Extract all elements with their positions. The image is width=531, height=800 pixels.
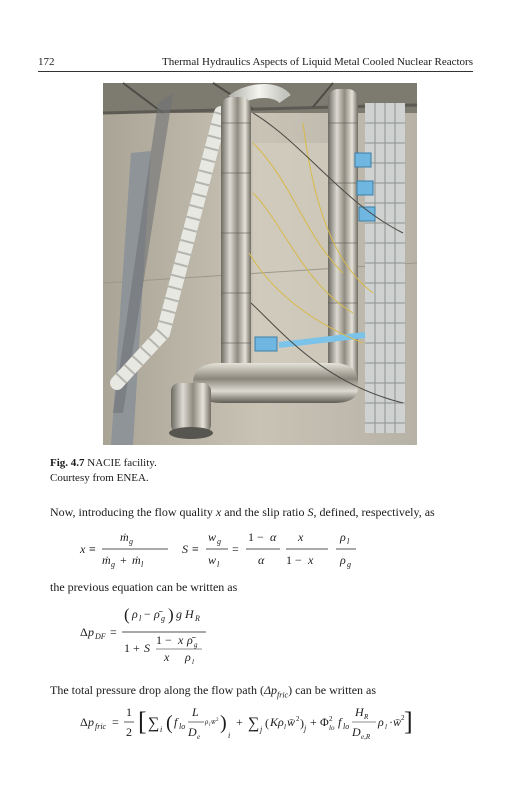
- svg-text:w: w: [208, 553, 217, 567]
- para1-symbol-x: x: [215, 505, 222, 519]
- svg-text:l: l: [192, 658, 194, 666]
- svg-text:f: f: [338, 715, 342, 729]
- svg-text:ρ: ρ: [340, 553, 346, 567]
- svg-text:Δ: Δ: [80, 625, 88, 639]
- svg-text:α: α: [258, 553, 265, 567]
- paragraph-total-pressure-drop: [50, 683, 376, 699]
- svg-text:α: α: [270, 530, 277, 544]
- svg-text:ṁ: ṁ: [132, 553, 141, 567]
- svg-text:=: =: [232, 542, 239, 556]
- svg-text:Kρ: Kρ: [270, 715, 284, 729]
- svg-text:g H: g H: [176, 607, 194, 621]
- svg-text:ṁ: ṁ: [102, 553, 111, 567]
- svg-text:j: j: [304, 724, 307, 733]
- svg-text:+: +: [310, 715, 317, 729]
- svg-text:2: 2: [216, 718, 219, 723]
- svg-text:·: ·: [389, 715, 393, 729]
- svg-text:≡: ≡: [192, 542, 199, 556]
- svg-text:(: (: [265, 716, 269, 730]
- equation-delta-p-fric-svg: [80, 702, 413, 746]
- svg-text:1: 1: [126, 705, 132, 719]
- svg-text:fric: fric: [95, 722, 107, 731]
- figure-photo: [103, 83, 417, 445]
- para3-text-b: ) can be written as: [288, 683, 377, 697]
- svg-text:w̄: w̄: [211, 718, 216, 726]
- svg-text:1 −: 1 −: [286, 553, 302, 567]
- svg-text:e: e: [197, 733, 201, 741]
- page-number: 172: [38, 56, 55, 68]
- svg-text:x: x: [178, 633, 184, 647]
- svg-text:l: l: [284, 723, 286, 731]
- svg-text:x: x: [308, 553, 314, 567]
- paragraph-flow-quality: [50, 505, 435, 520]
- svg-text:R: R: [364, 713, 369, 721]
- svg-text:ρ̄: ρ̄: [154, 607, 160, 621]
- svg-text:lo: lo: [179, 722, 186, 731]
- svg-text:2: 2: [401, 714, 405, 722]
- svg-text:g: g: [194, 641, 198, 649]
- svg-text:x: x: [298, 530, 304, 544]
- svg-text:1 +: 1 +: [124, 641, 140, 655]
- svg-text:1 −: 1 −: [156, 633, 172, 647]
- svg-text:g: g: [217, 537, 221, 546]
- svg-text:D: D: [188, 725, 197, 739]
- svg-text:+: +: [236, 715, 243, 729]
- svg-text:l: l: [141, 560, 144, 569]
- svg-text:ρ: ρ: [185, 650, 191, 664]
- svg-text:R: R: [195, 614, 200, 623]
- equation-quality-slip: [80, 527, 400, 576]
- svg-text:=: =: [110, 625, 117, 639]
- svg-text:w̄: w̄: [393, 715, 402, 729]
- svg-text:DF: DF: [95, 632, 106, 641]
- svg-text:S: S: [182, 542, 188, 556]
- svg-text:≡: ≡: [89, 542, 96, 556]
- svg-text:H: H: [355, 705, 364, 719]
- para3-symbol: Δp: [263, 683, 277, 697]
- svg-text:2: 2: [296, 715, 300, 723]
- running-title: Thermal Hydraulics Aspects of Liquid Metal Cooled Nuclear Reactors: [162, 56, 473, 68]
- figure-label: Fig. 4.7: [50, 457, 85, 469]
- svg-text:p: p: [88, 625, 94, 639]
- svg-text:g: g: [347, 560, 351, 569]
- svg-text:lo: lo: [329, 724, 335, 732]
- svg-text:ρ: ρ: [205, 718, 209, 726]
- svg-text:j: j: [260, 725, 263, 734]
- svg-text:w: w: [208, 530, 217, 544]
- para1-text-c: , defined, respectively, as: [313, 505, 435, 519]
- svg-text:g: g: [111, 560, 115, 569]
- svg-text:p: p: [88, 715, 94, 729]
- svg-text:ρ: ρ: [132, 607, 138, 621]
- svg-text:∑: ∑: [148, 715, 160, 732]
- svg-text:g: g: [129, 537, 133, 546]
- para3-subscript: fric: [276, 690, 289, 700]
- figure-title: NACIE facility.: [87, 457, 157, 469]
- svg-text:x: x: [80, 542, 86, 556]
- svg-text:l: l: [347, 537, 350, 546]
- svg-text:w̄: w̄: [287, 715, 296, 729]
- svg-text:x: x: [164, 650, 170, 664]
- svg-text:l: l: [139, 614, 142, 623]
- svg-text:): ): [300, 716, 304, 730]
- svg-text:): ): [168, 605, 174, 624]
- equation-delta-p-fric: [80, 702, 413, 751]
- svg-text:i: i: [160, 725, 163, 734]
- svg-text:f: f: [174, 715, 178, 729]
- nacie-facility-photo: [103, 83, 417, 445]
- svg-text:+: +: [120, 553, 127, 567]
- svg-text:): ): [220, 712, 227, 734]
- svg-text:[: [: [138, 707, 147, 736]
- svg-text:ρ̄: ρ̄: [187, 633, 193, 647]
- svg-text:ρ: ρ: [340, 530, 346, 544]
- para1-text-b: and the slip ratio: [221, 505, 308, 519]
- svg-text:l: l: [209, 723, 211, 728]
- svg-text:L: L: [192, 705, 199, 719]
- svg-text:l: l: [385, 723, 387, 731]
- svg-text:∑: ∑: [248, 715, 260, 732]
- svg-text:(: (: [124, 605, 130, 624]
- svg-text:2: 2: [126, 725, 132, 739]
- svg-text:lo: lo: [343, 722, 350, 731]
- equation-delta-p-df-svg: [80, 600, 280, 668]
- svg-text:g: g: [161, 614, 165, 623]
- para3-text-a: The total pressure drop along the flow path (: [50, 683, 264, 697]
- svg-text:=: =: [112, 715, 119, 729]
- svg-text:1 −: 1 −: [248, 530, 264, 544]
- svg-text:]: ]: [404, 707, 413, 736]
- svg-text:Δ: Δ: [80, 715, 88, 729]
- svg-text:i: i: [228, 731, 231, 740]
- svg-text:(: (: [166, 712, 173, 734]
- svg-text:l: l: [217, 560, 220, 569]
- para1-symbol-s: S: [307, 505, 314, 519]
- svg-text:2: 2: [329, 715, 333, 723]
- figure-credit: Courtesy from ENEA.: [50, 471, 149, 484]
- header-rule: [38, 71, 473, 72]
- svg-text:S: S: [144, 641, 150, 655]
- equation-quality-slip-svg: [80, 527, 400, 571]
- svg-text:ṁ: ṁ: [120, 530, 129, 544]
- svg-text:−: −: [144, 607, 151, 621]
- svg-text:ρ: ρ: [378, 715, 384, 729]
- equation-delta-p-df: [80, 600, 280, 673]
- para1-text-a: Now, introducing the flow quality: [50, 505, 216, 519]
- figure-caption: [50, 456, 157, 485]
- paragraph-previous-equation: the previous equation can be written as: [50, 580, 238, 594]
- svg-text:D: D: [352, 725, 361, 739]
- svg-text:Φ: Φ: [320, 715, 329, 729]
- svg-text:e,R: e,R: [361, 733, 371, 741]
